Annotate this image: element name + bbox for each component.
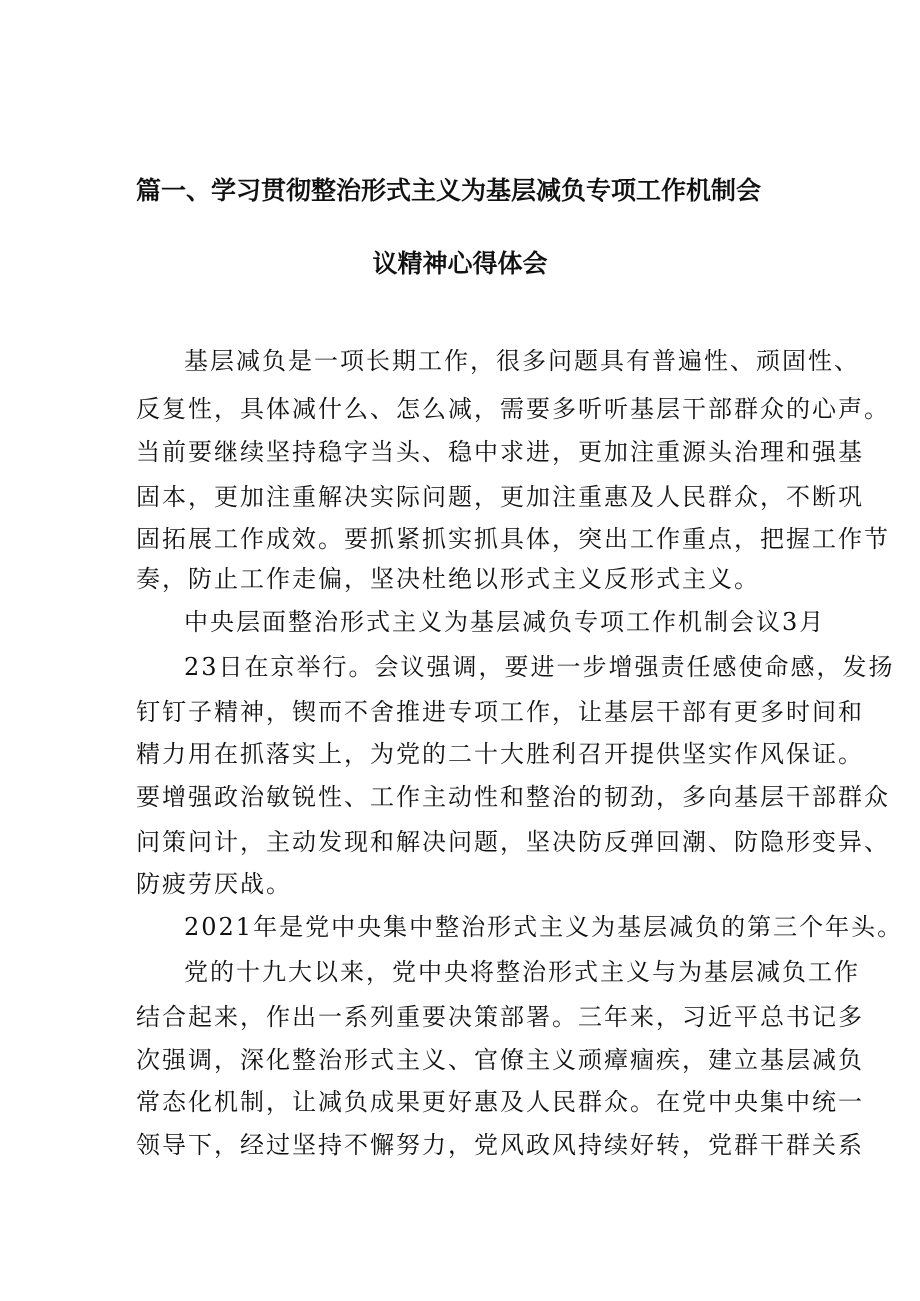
paragraph-line: 常态化机制，让减负成果更好惠及人民群众。在党中央集中统一 — [136, 1088, 864, 1116]
paragraph-line: 2021年是党中央集中整治形式主义为基层减负的第三个年头。 — [184, 913, 904, 941]
paragraph-line: 防疲劳厌战。 — [136, 870, 292, 898]
paragraph-line: 固本，更加注重解决实际问题，更加注重惠及人民群众，不断巩 — [136, 483, 864, 511]
paragraph-line: 精力用在抓落实上，为党的二十大胜利召开提供坚实作风保证。 — [136, 740, 864, 768]
paragraph-line: 钉钉子精神，锲而不舍推进专项工作，让基层干部有更多时间和 — [136, 698, 864, 726]
document-title-line-1: 篇一、学习贯彻整治形式主义为基层减负专项工作机制会 — [136, 176, 762, 205]
paragraph-line: 中央层面整治形式主义为基层减负专项工作机制会议3月 — [184, 608, 826, 636]
paragraph-line: 问策问计，主动发现和解决问题，坚决防反弹回潮、防隐形变异、 — [136, 828, 890, 856]
paragraph-line: 基层减负是一项长期工作，很多问题具有普遍性、顽固性、 — [184, 347, 860, 375]
document-title-line-2: 议精神心得体会 — [372, 249, 548, 278]
paragraph-line: 次强调，深化整治形式主义、官僚主义顽瘴痼疾，建立基层减负 — [136, 1046, 864, 1074]
paragraph-line: 当前要继续坚持稳字当头、稳中求进，更加注重源头治理和强基 — [136, 438, 864, 466]
paragraph-line: 反复性，具体减什么、怎么减，需要多听听基层干部群众的心声。 — [136, 395, 890, 423]
paragraph-line: 固拓展工作成效。要抓紧抓实抓具体，突出工作重点，把握工作节 — [136, 525, 890, 553]
paragraph-line: 要增强政治敏锐性、工作主动性和整治的韧劲，多向基层干部群众 — [136, 783, 890, 811]
paragraph-line: 奏，防止工作走偏，坚决杜绝以形式主义反形式主义。 — [136, 565, 760, 593]
paragraph-line: 23日在京举行。会议强调，要进一步增强责任感使命感，发扬 — [184, 653, 895, 681]
paragraph-line: 结合起来，作出一系列重要决策部署。三年来，习近平总书记多 — [136, 1003, 864, 1031]
paragraph-line: 领导下，经过坚持不懈努力，党风政风持续好转，党群干群关系 — [136, 1131, 864, 1159]
paragraph-line: 党的十九大以来，党中央将整治形式主义与为基层减负工作 — [184, 958, 860, 986]
